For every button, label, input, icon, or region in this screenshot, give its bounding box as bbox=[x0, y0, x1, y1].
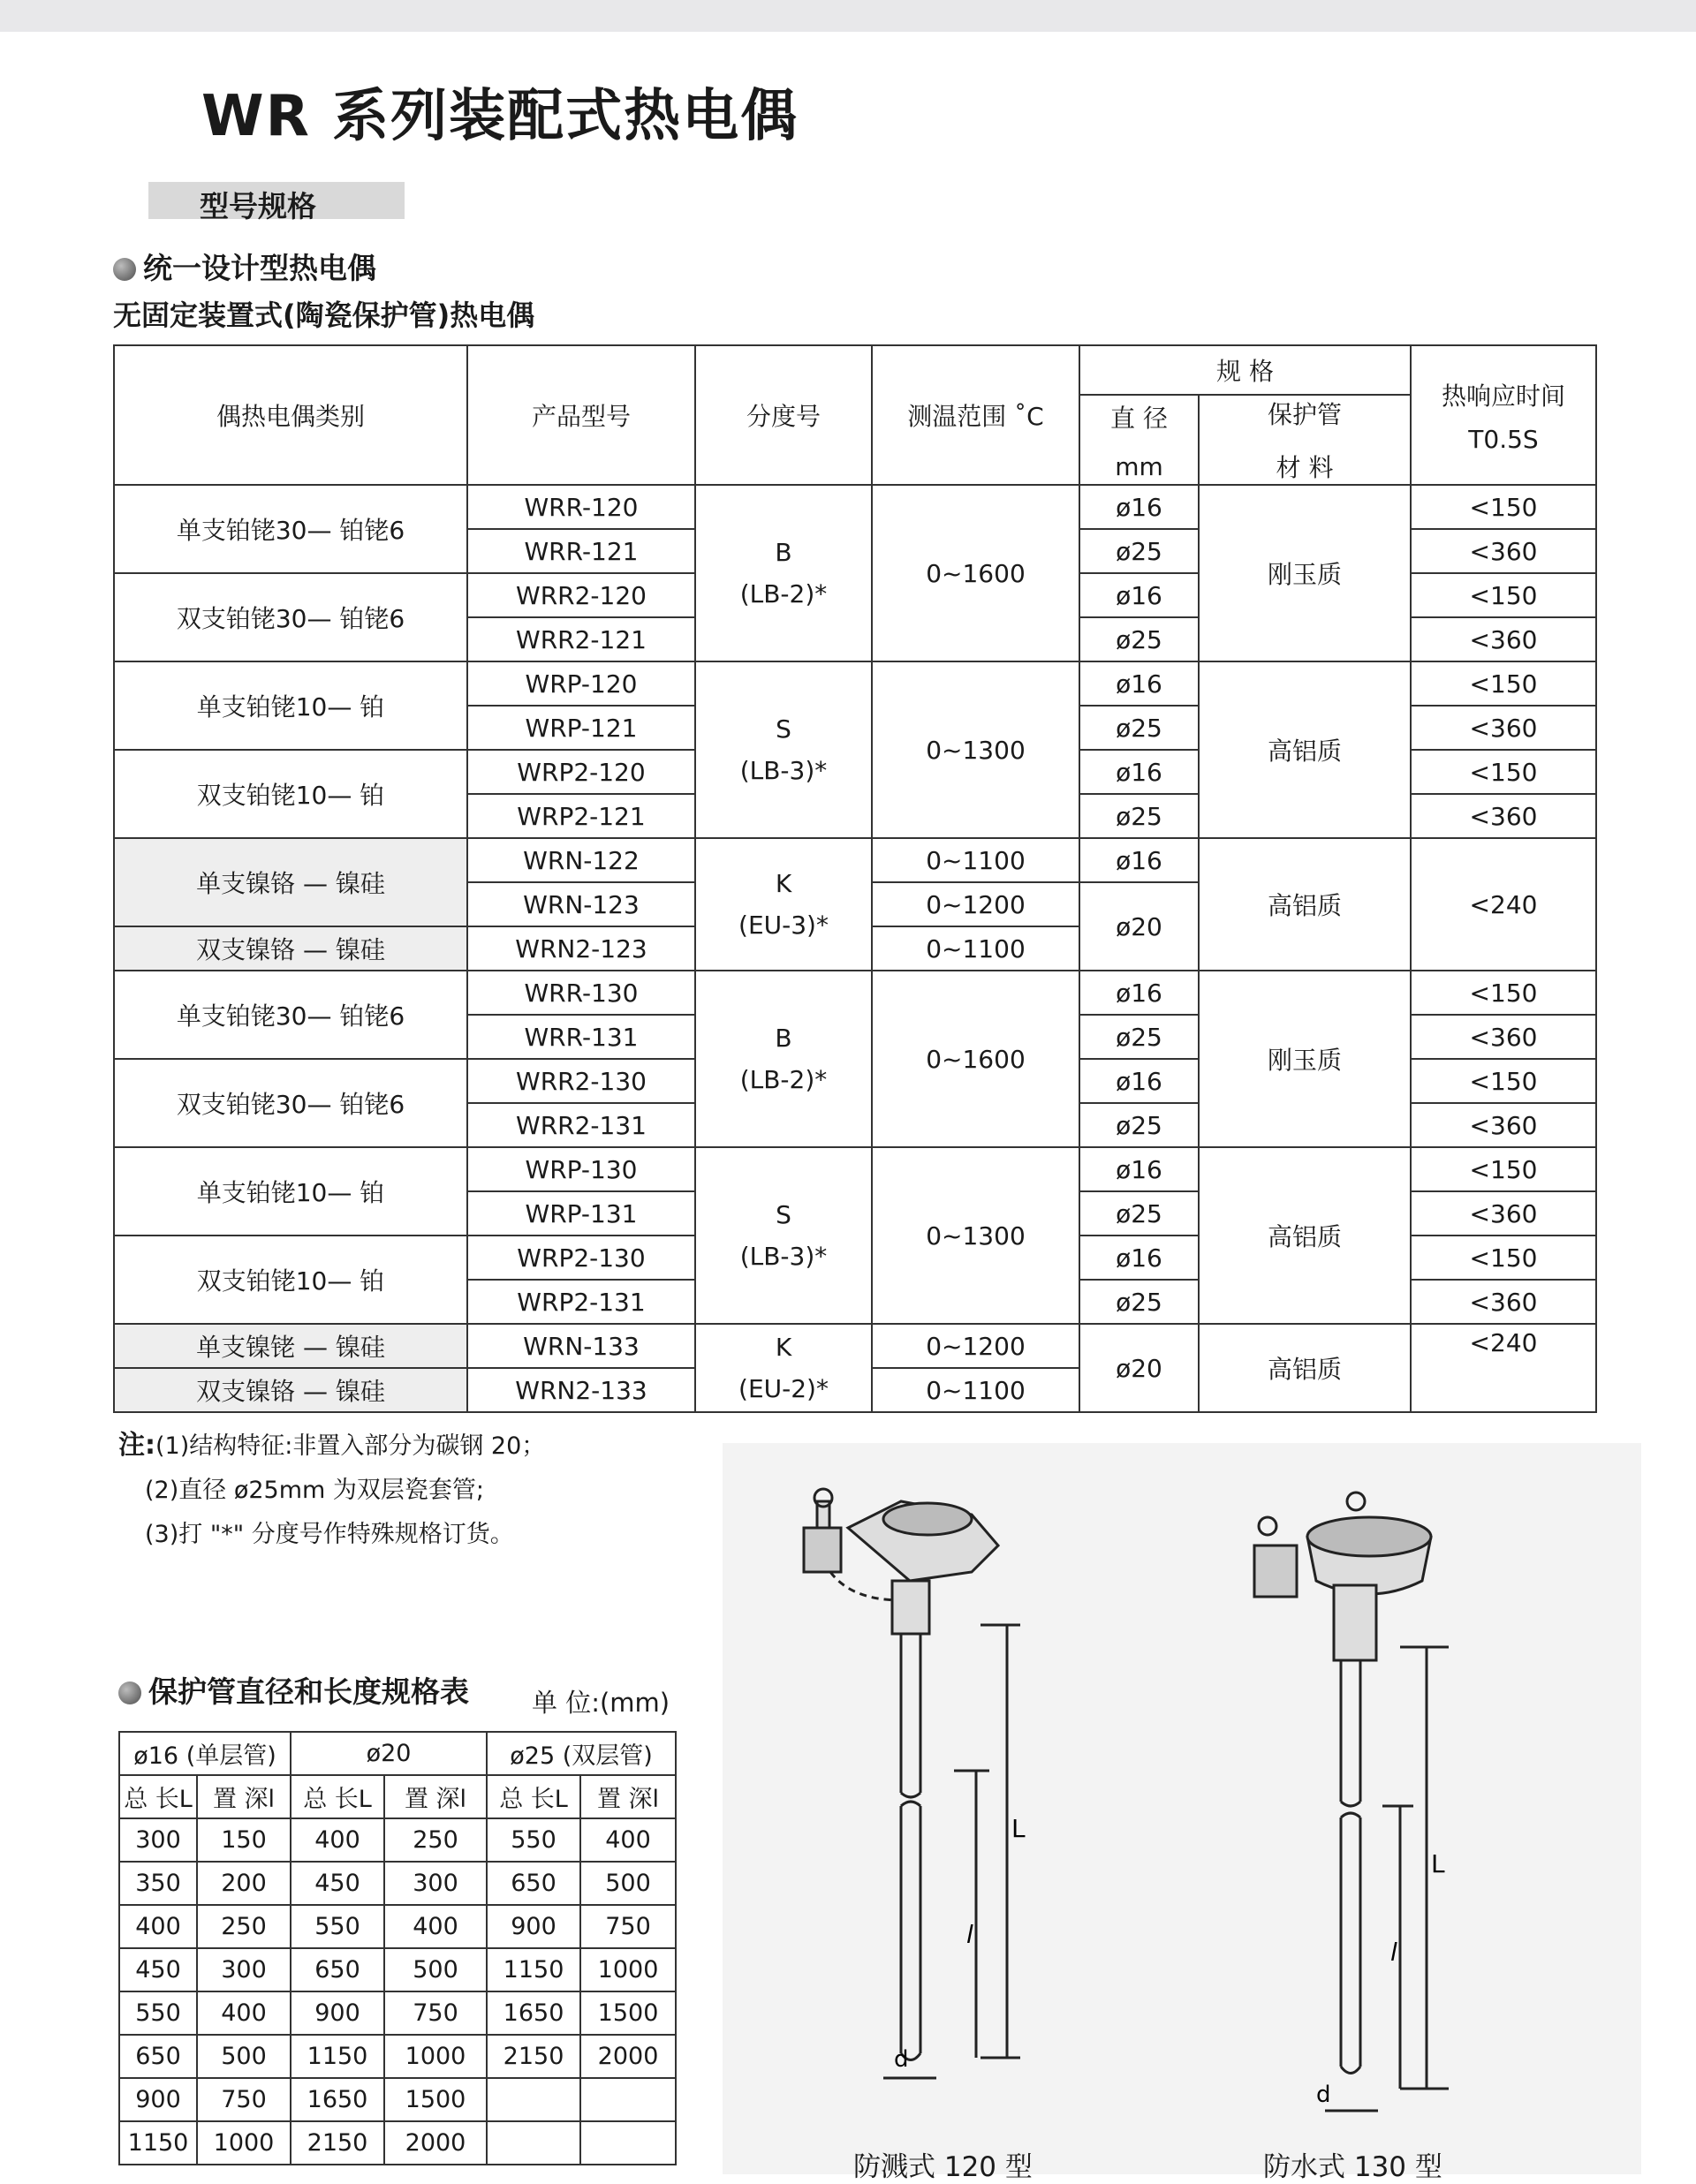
diameter-cell: ø16 bbox=[1079, 1236, 1199, 1280]
material-cell: 高铝质 bbox=[1199, 661, 1411, 838]
model-cell: WRR-120 bbox=[467, 485, 695, 529]
table-cell: 900 bbox=[119, 2078, 197, 2121]
table-row bbox=[114, 971, 1596, 1015]
table-cell: 650 bbox=[291, 1948, 384, 1991]
table-row bbox=[119, 2078, 676, 2121]
dim-l-label: l bbox=[1390, 1938, 1397, 1967]
bullet-icon bbox=[113, 258, 136, 281]
table-cell: 300 bbox=[119, 1818, 197, 1862]
table-cell: 1150 bbox=[487, 1948, 580, 1991]
table-cell: 550 bbox=[291, 1905, 384, 1948]
notes bbox=[118, 1424, 545, 1557]
unit-label: 单 位:(mm) bbox=[532, 1688, 670, 1718]
note-1: (1)结构特征:非置入部分为碳钢 20； bbox=[155, 1432, 546, 1460]
table-row bbox=[119, 2035, 676, 2078]
diameter-cell: ø16 bbox=[1079, 750, 1199, 794]
table-cell: 650 bbox=[487, 1862, 580, 1905]
range-cell: 0~1200 bbox=[872, 1324, 1079, 1368]
dim-L-label: L bbox=[1431, 1849, 1445, 1878]
col-total-length: 总 长L bbox=[119, 1775, 197, 1818]
diameter-cell: ø16 bbox=[1079, 971, 1199, 1015]
graduation-cell: K (EU-2)* bbox=[695, 1324, 872, 1412]
table-cell: 250 bbox=[384, 1818, 487, 1862]
diameter-cell: ø25 bbox=[1079, 529, 1199, 573]
section-label: 型号规格 bbox=[200, 189, 316, 223]
dim-l-label: l bbox=[966, 1920, 973, 1949]
type-cell: 单支镍铑 — 镍硅 bbox=[114, 1324, 467, 1368]
graduation-cell: B (LB-2)* bbox=[695, 485, 872, 661]
heading-length-table: 保护管直径和长度规格表 bbox=[118, 1669, 469, 1711]
table-row bbox=[114, 838, 1596, 882]
diameter-cell: ø16 bbox=[1079, 485, 1199, 529]
model-cell: WRR2-130 bbox=[467, 1059, 695, 1103]
col-range: 测温范围 ˚C bbox=[872, 345, 1079, 485]
table-cell bbox=[487, 2078, 580, 2121]
dim-d-label: d bbox=[894, 2046, 909, 2073]
diameter-cell: ø16 bbox=[1079, 1059, 1199, 1103]
response-cell: <150 bbox=[1411, 485, 1596, 529]
thermocouple-120-diagram bbox=[795, 1466, 1060, 2102]
table-cell: 1500 bbox=[580, 1991, 676, 2035]
graduation-cell: K (EU-3)* bbox=[695, 838, 872, 971]
table-cell: 350 bbox=[119, 1862, 197, 1905]
table-cell: 1150 bbox=[291, 2035, 384, 2078]
range-cell: 0~1100 bbox=[872, 926, 1079, 971]
model-cell: WRP2-131 bbox=[467, 1280, 695, 1324]
table-cell: 1650 bbox=[487, 1991, 580, 2035]
table-cell: 400 bbox=[291, 1818, 384, 1862]
table-cell bbox=[487, 2121, 580, 2165]
material-cell: 高铝质 bbox=[1199, 838, 1411, 971]
diameter-cell: ø25 bbox=[1079, 706, 1199, 750]
note-3: (3)打 "*" 分度号作特殊规格订货。 bbox=[145, 1521, 514, 1548]
graduation-cell: S (LB-3)* bbox=[695, 1147, 872, 1324]
range-cell: 0~1100 bbox=[872, 838, 1079, 882]
dim-d-label: d bbox=[1316, 2082, 1331, 2108]
range-cell: 0~1600 bbox=[872, 485, 1079, 661]
table-cell: 500 bbox=[197, 2035, 291, 2078]
model-cell: WRN-122 bbox=[467, 838, 695, 882]
model-cell: WRR-121 bbox=[467, 529, 695, 573]
top-bar bbox=[0, 0, 1696, 32]
diameter-cell: ø25 bbox=[1079, 617, 1199, 661]
table-cell: 450 bbox=[291, 1862, 384, 1905]
table-cell: 1150 bbox=[119, 2121, 197, 2165]
table-cell: 1500 bbox=[384, 2078, 487, 2121]
response-cell: <360 bbox=[1411, 617, 1596, 661]
response-cell: <360 bbox=[1411, 1191, 1596, 1236]
model-cell: WRP2-121 bbox=[467, 794, 695, 838]
table-cell: 2150 bbox=[487, 2035, 580, 2078]
group-header: ø16 (单层管) bbox=[119, 1732, 291, 1775]
table-row bbox=[119, 1905, 676, 1948]
range-cell: 0~1300 bbox=[872, 1147, 1079, 1324]
model-cell: WRN2-133 bbox=[467, 1368, 695, 1412]
response-cell: <360 bbox=[1411, 1103, 1596, 1147]
diameter-cell: ø20 bbox=[1079, 882, 1199, 971]
type-cell: 双支铂铑10— 铂 bbox=[114, 1236, 467, 1324]
table-cell: 500 bbox=[384, 1948, 487, 1991]
diameter-cell: ø25 bbox=[1079, 1191, 1199, 1236]
subheading-ceramic: 无固定装置式(陶瓷保护管)热电偶 bbox=[113, 299, 535, 332]
table-cell: 750 bbox=[197, 2078, 291, 2121]
diameter-cell: ø20 bbox=[1079, 1324, 1199, 1412]
diameter-cell: ø16 bbox=[1079, 838, 1199, 882]
tube-length-table bbox=[118, 1731, 677, 2165]
col-type: 偶热电偶类别 bbox=[114, 345, 467, 485]
type-cell: 单支铂铑10— 铂 bbox=[114, 1147, 467, 1236]
response-cell: <150 bbox=[1411, 1059, 1596, 1103]
table-row bbox=[119, 1862, 676, 1905]
model-cell: WRR2-121 bbox=[467, 617, 695, 661]
response-cell: <150 bbox=[1411, 661, 1596, 706]
thermocouple-spec-table bbox=[113, 344, 1597, 1413]
dim-L-label: L bbox=[1011, 1814, 1026, 1843]
table-cell bbox=[580, 2078, 676, 2121]
diameter-cell: ø25 bbox=[1079, 1015, 1199, 1059]
material-cell: 刚玉质 bbox=[1199, 485, 1411, 661]
response-cell: <240 bbox=[1411, 838, 1596, 971]
type-cell: 双支铂铑10— 铂 bbox=[114, 750, 467, 838]
table-row bbox=[114, 1324, 1596, 1368]
diameter-cell: ø25 bbox=[1079, 1103, 1199, 1147]
material-cell: 高铝质 bbox=[1199, 1147, 1411, 1324]
table-row bbox=[114, 661, 1596, 706]
type-cell: 双支镍铬 — 镍硅 bbox=[114, 1368, 467, 1412]
heading-unified-design: 统一设计型热电偶 bbox=[113, 246, 376, 287]
diameter-cell: ø16 bbox=[1079, 661, 1199, 706]
graduation-cell: S (LB-3)* bbox=[695, 661, 872, 838]
table-cell: 250 bbox=[197, 1905, 291, 1948]
table-row bbox=[114, 485, 1596, 529]
response-cell: <360 bbox=[1411, 794, 1596, 838]
response-cell: <360 bbox=[1411, 529, 1596, 573]
col-insert-depth: 置 深l bbox=[580, 1775, 676, 1818]
note-2: (2)直径 ø25mm 为双层瓷套管; bbox=[145, 1477, 484, 1504]
table-cell: 550 bbox=[119, 1991, 197, 2035]
table-cell: 1650 bbox=[291, 2078, 384, 2121]
table-cell: 300 bbox=[384, 1862, 487, 1905]
model-cell: WRP-130 bbox=[467, 1147, 695, 1191]
type-cell: 双支镍铬 — 镍硅 bbox=[114, 926, 467, 971]
model-cell: WRR2-120 bbox=[467, 573, 695, 617]
table-cell: 900 bbox=[487, 1905, 580, 1948]
thermocouple-130-diagram bbox=[1228, 1484, 1493, 2120]
col-insert-depth: 置 深l bbox=[384, 1775, 487, 1818]
col-insert-depth: 置 深l bbox=[197, 1775, 291, 1818]
model-cell: WRR2-131 bbox=[467, 1103, 695, 1147]
table-cell: 2150 bbox=[291, 2121, 384, 2165]
range-cell: 0~1300 bbox=[872, 661, 1079, 838]
model-cell: WRP2-120 bbox=[467, 750, 695, 794]
table-cell: 1000 bbox=[384, 2035, 487, 2078]
response-cell: <360 bbox=[1411, 706, 1596, 750]
range-cell: 0~1600 bbox=[872, 971, 1079, 1147]
response-cell: <150 bbox=[1411, 750, 1596, 794]
caption-130: 防水式 130 型 bbox=[1263, 2151, 1442, 2183]
table-cell: 2000 bbox=[580, 2035, 676, 2078]
table-cell: 400 bbox=[119, 1905, 197, 1948]
response-cell: <360 bbox=[1411, 1280, 1596, 1324]
model-cell: WRN-133 bbox=[467, 1324, 695, 1368]
response-cell: <240 bbox=[1411, 1324, 1596, 1412]
table-row bbox=[119, 2121, 676, 2165]
table-cell: 750 bbox=[580, 1905, 676, 1948]
model-cell: WRP-121 bbox=[467, 706, 695, 750]
response-cell: <150 bbox=[1411, 1147, 1596, 1191]
type-cell: 单支镍铬 — 镍硅 bbox=[114, 838, 467, 926]
table-cell: 900 bbox=[291, 1991, 384, 2035]
material-cell: 高铝质 bbox=[1199, 1324, 1411, 1412]
material-cell: 刚玉质 bbox=[1199, 971, 1411, 1147]
table-cell: 200 bbox=[197, 1862, 291, 1905]
type-cell: 单支铂铑10— 铂 bbox=[114, 661, 467, 750]
col-model: 产品型号 bbox=[467, 345, 695, 485]
table-row bbox=[119, 1818, 676, 1862]
diameter-cell: ø16 bbox=[1079, 573, 1199, 617]
diameter-cell: ø25 bbox=[1079, 1280, 1199, 1324]
model-cell: WRR-131 bbox=[467, 1015, 695, 1059]
range-cell: 0~1200 bbox=[872, 882, 1079, 926]
model-cell: WRP2-130 bbox=[467, 1236, 695, 1280]
col-response: 热响应时间 T0.5S bbox=[1411, 345, 1596, 485]
diameter-cell: ø25 bbox=[1079, 794, 1199, 838]
type-cell: 单支铂铑30— 铂铑6 bbox=[114, 485, 467, 573]
table-cell: 500 bbox=[580, 1862, 676, 1905]
response-cell: <150 bbox=[1411, 1236, 1596, 1280]
model-cell: WRN2-123 bbox=[467, 926, 695, 971]
table-cell: 550 bbox=[487, 1818, 580, 1862]
model-cell: WRP-120 bbox=[467, 661, 695, 706]
table-cell bbox=[580, 2121, 676, 2165]
col-tube-material: 保护管 材 料 bbox=[1199, 395, 1411, 485]
table-cell: 650 bbox=[119, 2035, 197, 2078]
response-cell: <360 bbox=[1411, 1015, 1596, 1059]
table-cell: 1000 bbox=[197, 2121, 291, 2165]
table-cell: 750 bbox=[384, 1991, 487, 2035]
model-cell: WRP-131 bbox=[467, 1191, 695, 1236]
graduation-cell: B (LB-2)* bbox=[695, 971, 872, 1147]
range-cell: 0~1100 bbox=[872, 1368, 1079, 1412]
page-title: WR 系列装配式热电偶 bbox=[201, 84, 799, 149]
table-cell: 400 bbox=[384, 1905, 487, 1948]
col-total-length: 总 长L bbox=[487, 1775, 580, 1818]
col-diameter: 直 径 mm bbox=[1079, 395, 1199, 485]
bullet-icon bbox=[118, 1681, 141, 1704]
table-cell: 1000 bbox=[580, 1948, 676, 1991]
type-cell: 双支铂铑30— 铂铑6 bbox=[114, 1059, 467, 1147]
col-spec: 规 格 bbox=[1079, 345, 1411, 395]
table-cell: 150 bbox=[197, 1818, 291, 1862]
model-cell: WRR-130 bbox=[467, 971, 695, 1015]
group-header: ø25 (双层管) bbox=[487, 1732, 676, 1775]
response-cell: <150 bbox=[1411, 573, 1596, 617]
table-cell: 450 bbox=[119, 1948, 197, 1991]
col-graduation: 分度号 bbox=[695, 345, 872, 485]
col-total-length: 总 长L bbox=[291, 1775, 384, 1818]
diameter-cell: ø16 bbox=[1079, 1147, 1199, 1191]
type-cell: 双支铂铑30— 铂铑6 bbox=[114, 573, 467, 661]
caption-120: 防溅式 120 型 bbox=[853, 2151, 1033, 2183]
table-row bbox=[119, 1948, 676, 1991]
group-header: ø20 bbox=[291, 1732, 487, 1775]
section-label-box bbox=[148, 182, 405, 223]
table-cell: 2000 bbox=[384, 2121, 487, 2165]
table-cell: 400 bbox=[580, 1818, 676, 1862]
table-row bbox=[119, 1991, 676, 2035]
response-cell: <150 bbox=[1411, 971, 1596, 1015]
table-cell: 300 bbox=[197, 1948, 291, 1991]
type-cell: 单支铂铑30— 铂铑6 bbox=[114, 971, 467, 1059]
table-cell: 400 bbox=[197, 1991, 291, 2035]
table-row bbox=[114, 1147, 1596, 1191]
notes-label: 注: bbox=[118, 1430, 155, 1461]
model-cell: WRN-123 bbox=[467, 882, 695, 926]
